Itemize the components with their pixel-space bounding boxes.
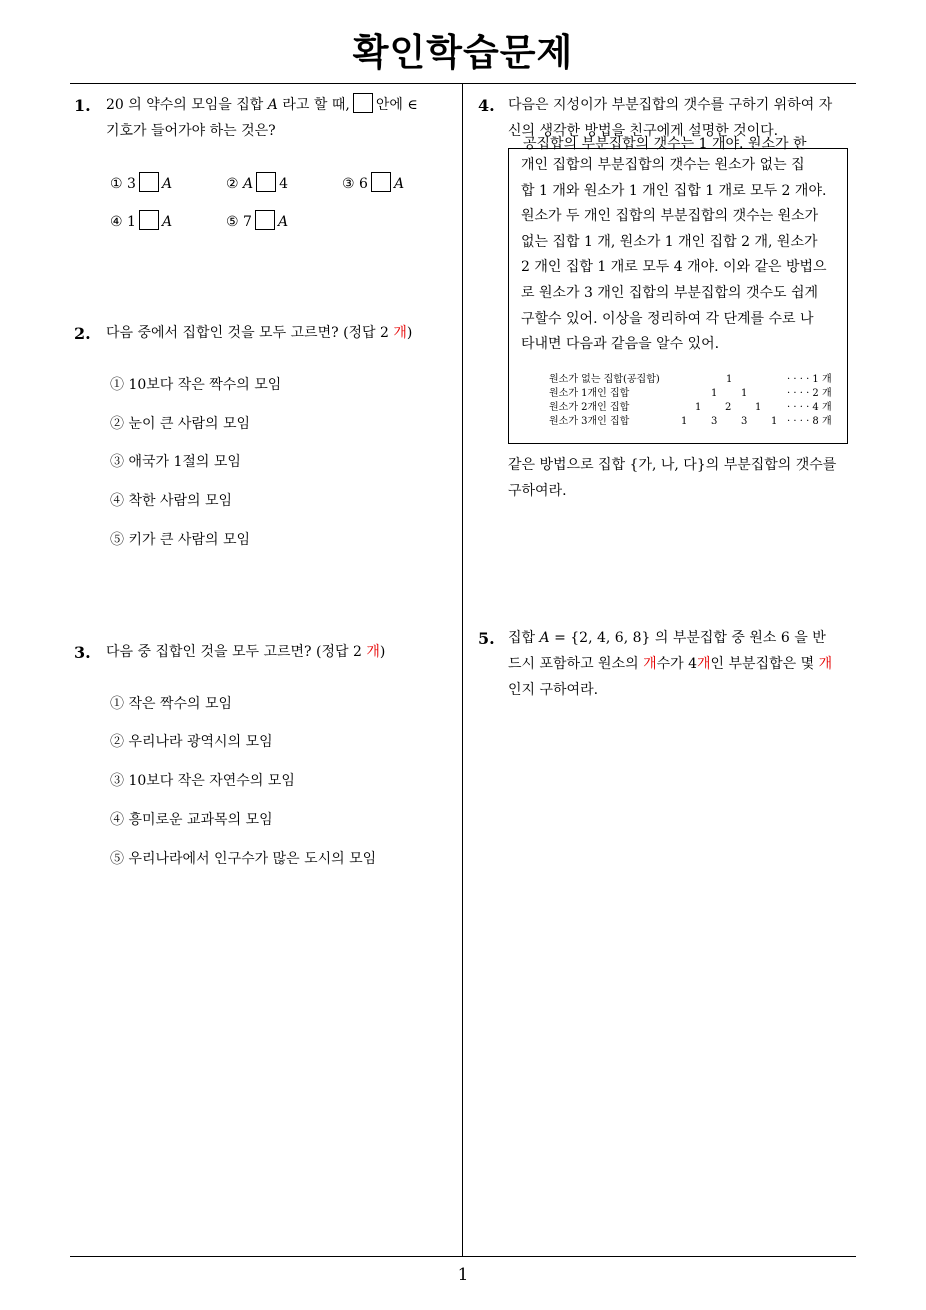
- question-text-line3: 인지 구하여라.: [508, 682, 599, 698]
- explanation-text: 개인 집합의 부분집합의 갯수는 원소가 없는 집 합 1 개와 원소가 1 개인 집합 1 개로 모두 2 개야. 원소가 두 개인 집합의 부분집합의 갯수는 원소가 없는 집합 1 개, 원소가 1 개인 집합 2 개, 원소가 2 개인 집합 1 개로 모두 4 개야. 이와 같은 방법으 로 원소가 3 개인 집합의 부분집합의 갯수도 쉽게 구할수 있어. 이상을 정리하여 각 단계를 수로 나 타내면 다음과 같음을 알수 있어.: [521, 157, 827, 353]
- bottom-rule: [70, 1256, 856, 1257]
- question-text: 다음 중에서 집합인 것을 모두 고르면? (정답 2 개): [106, 325, 413, 341]
- question-text-line2: 드시 포함하고 원소의 개수가 4개인 부분집합은 몇 개: [508, 656, 833, 672]
- question-text-after-2: 구하여라.: [508, 483, 567, 499]
- question-text-after: 같은 방법으로 집합 {가, 나, 다}의 부분집합의 갯수를: [508, 457, 837, 473]
- page-title: 확인학습문제: [352, 31, 574, 74]
- top-rule: [70, 83, 856, 84]
- question-text-line2: 기호가 들어가야 하는 것은?: [106, 123, 276, 139]
- option-2[interactable]: ② 우리나라 광역시의 모임: [110, 734, 273, 750]
- option-1[interactable]: ① 작은 짝수의 모임: [110, 696, 233, 712]
- page-number: 1: [457, 1265, 469, 1285]
- blank-box: [371, 172, 391, 192]
- blank-box: [139, 172, 159, 192]
- blank-box: [353, 93, 373, 113]
- option-1[interactable]: ① 10보다 작은 짝수의 모임: [110, 377, 282, 393]
- option-3[interactable]: ③ 6 A: [342, 172, 404, 192]
- option-3[interactable]: ③ 애국가 1절의 모임: [110, 454, 241, 470]
- option-3[interactable]: ③ 10보다 작은 자연수의 모임: [110, 773, 295, 789]
- explanation-first-line: 공집합의 부분집합의 갯수는 1 개야. 원소가 한: [523, 136, 807, 152]
- question-text: 다음 중 집합인 것을 모두 고르면? (정답 2 개): [106, 644, 386, 660]
- question-number: 2.: [74, 324, 91, 343]
- question-number: 4.: [478, 96, 495, 115]
- blank-box: [255, 210, 275, 230]
- option-5[interactable]: ⑤ 키가 큰 사람의 모임: [110, 532, 250, 548]
- explanation-box: 공집합의 부분집합의 갯수는 1 개야. 원소가 한 개인 집합의 부분집합의 갯수는 원소가 없는 집 합 1 개와 원소가 1 개인 집합 1 개로 모두 2 개야. 원소가 두 개인 집합의 부분집합의 갯수는 원소가 없는 집합 1 개, 원소가 1 개인 집합 2 개, 원소가 2 개인 집합 1 개로 모두 4 개야. 이와 같은 방법으 로 원소가 3 개인 집합의 부분집합의 갯수도 쉽게 구할수 있어. 이상을 정리하여 각 단계를 수로 나 타내면 다음과 같음을 알수 있어. 원소가 없는 집합(공집합) 1 · · · · 1 개 원소가 1개인 집합 1 1 · · · · 2 개 원소가 2개인 집합 1 2 1 · · · · 4 개 원소가 3개인 집합 1 3 3 1 · · · · 8 개: [508, 148, 848, 444]
- question-number: 5.: [478, 629, 495, 648]
- blank-box: [139, 210, 159, 230]
- option-2[interactable]: ② A 4: [226, 172, 288, 192]
- option-2[interactable]: ② 눈이 큰 사람의 모임: [110, 416, 250, 432]
- option-4[interactable]: ④ 1 A: [110, 210, 172, 230]
- question-number: 3.: [74, 643, 91, 662]
- question-text: 20 의 약수의 모임을 집합 A 라고 할 때, 안에 ∈: [106, 92, 456, 118]
- blank-box: [256, 172, 276, 192]
- question-number: 1.: [74, 96, 91, 115]
- option-5[interactable]: ⑤ 우리나라에서 인구수가 많은 도시의 모임: [110, 851, 377, 867]
- option-5[interactable]: ⑤ 7 A: [226, 210, 288, 230]
- option-4[interactable]: ④ 흥미로운 교과목의 모임: [110, 812, 273, 828]
- column-divider: [462, 84, 463, 1257]
- question-text-line2: 신의 생각한 방법을 친구에게 설명한 것이다.: [508, 123, 779, 139]
- question-text: 다음은 지성이가 부분집합의 갯수를 구하기 위하여 자: [508, 97, 833, 113]
- option-1[interactable]: ① 3 A: [110, 172, 172, 192]
- option-4[interactable]: ④ 착한 사람의 모임: [110, 493, 233, 509]
- question-text: 집합 A = {2, 4, 6, 8} 의 부분집합 중 원소 6 을 반: [508, 630, 826, 646]
